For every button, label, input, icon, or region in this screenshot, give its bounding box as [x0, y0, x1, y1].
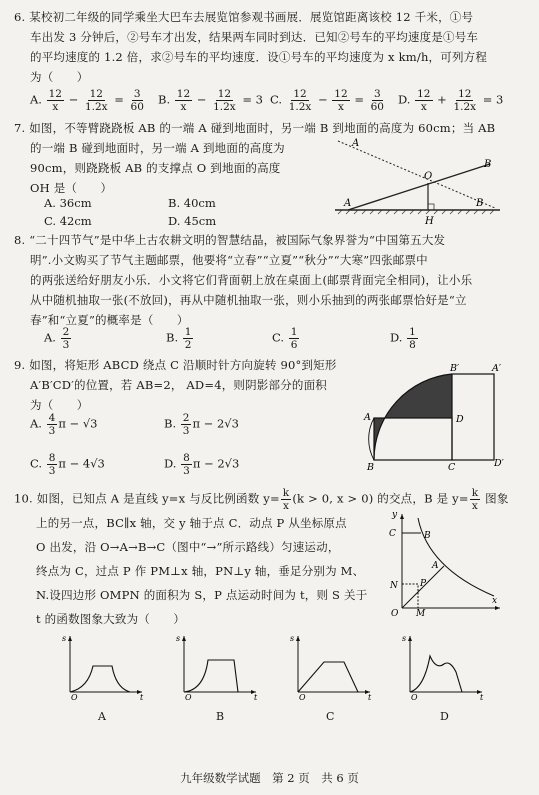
q6-line-1: 6. 某校初二年级的同学乘坐大巴车去展览馆参观书画展．展览馆距离该校 12 千米，①号	[14, 10, 474, 24]
rectangle-ompn	[402, 584, 418, 608]
q7-line-4: OH 是（ ）	[30, 181, 113, 195]
q6-line-2: 车出发 3 分钟后，②号车才出发，结果两车同时到达．已知②号车的平均速度是①号车	[30, 30, 479, 44]
graph-c-caption: C	[326, 710, 335, 723]
q8-line-1: 8. “二十四节气”是中华上古农耕文明的智慧结晶，被国际气象界誉为“中国第五大发	[14, 233, 446, 247]
svg-text:s: s	[402, 634, 407, 643]
q6-option-d: D. $\frac{12}{x}$ + $\frac{12}{1.2x}$ = 3	[398, 88, 504, 113]
coordinate-figure	[384, 508, 504, 616]
q8-line-4: 从中随机抽取一张(不放回)，再从中随机抽取一张，则小乐抽到的两张邮票恰好是“立	[30, 293, 467, 307]
q10-line-5: N.设四边形 OMPN 的面积为 S，P 点运动时间为 t，则 S 关于	[36, 588, 368, 602]
label-b: B	[476, 198, 484, 209]
svg-text:t: t	[140, 693, 144, 700]
q7-option-a: A. 36cm	[44, 196, 92, 210]
svg-text:t: t	[368, 693, 372, 700]
graph-d-curve	[410, 656, 462, 692]
svg-text:s: s	[62, 634, 67, 643]
label-c: C	[448, 462, 456, 473]
graph-b-caption: B	[216, 710, 225, 723]
rotation-figure	[362, 362, 512, 474]
q9-option-c: C. $\frac{8}{3}$ π − 4√3	[30, 452, 105, 477]
q8-line-2: 明”.小文购买了节气主题邮票，他要将“立春”“立夏”“秋分”“大寒”四张邮票中	[30, 253, 428, 267]
graph-c	[288, 632, 373, 700]
label-b: B	[424, 531, 431, 541]
seesaw-figure	[330, 134, 510, 226]
label-a: A	[432, 561, 439, 571]
q9-option-a: A. $\frac{4}{3}$ π − √3	[30, 412, 98, 437]
q7-line-1: 7. 如图，不等臂跷跷板 AB 的一端 A 碰到地面时，另一端 B 到地面的高度为 60cm；当 AB	[14, 121, 496, 135]
q9-line-1: 9. 如图，将矩形 ABCD 绕点 C 沿顺时针方向旋转 90°到矩形	[14, 358, 337, 372]
graph-b-curve	[184, 660, 238, 692]
label-d: D	[456, 414, 464, 425]
svg-text:s: s	[290, 634, 295, 643]
q9-line-3: 为（ ）	[30, 398, 89, 412]
label-c: C	[389, 529, 396, 539]
q10-line-2: 上的另一点，BC∥x 轴，交 y 轴于点 C．动点 P 从坐标原点	[36, 516, 347, 530]
svg-text:O: O	[71, 693, 78, 700]
label-a-prime: A′	[492, 363, 502, 374]
svg-text:s: s	[176, 634, 181, 643]
label-b-prime: B′	[450, 363, 460, 374]
graph-a-caption: A	[98, 710, 106, 723]
svg-text:t: t	[254, 693, 258, 700]
q7-option-d: D. 45cm	[168, 214, 217, 228]
rectangle-abcd	[374, 418, 452, 460]
svg-text:O: O	[299, 693, 306, 700]
q6-option-a: A. $\frac{12}{x}$ − $\frac{12}{1.2x}$ = $\frac{3}{60}$	[30, 88, 144, 113]
hyperbola-curve	[418, 518, 494, 596]
label-d-prime: D′	[494, 458, 504, 469]
q6-option-c: C. $\frac{12}{1.2x}$ − $\frac{12}{x}$ = $\frac{3}{60}$	[270, 88, 384, 113]
label-m: M	[416, 609, 426, 616]
graph-a-curve	[70, 666, 130, 692]
q10-line-4: 终点为 C，过点 P 作 PM⊥x 轴，PN⊥y 轴，垂足分别为 M、	[36, 564, 365, 578]
label-o: O	[424, 171, 433, 182]
label-y: y	[392, 510, 398, 520]
q8-option-b: B. $\frac{1}{2}$	[166, 326, 192, 351]
svg-text:O: O	[411, 693, 418, 700]
label-n: N	[390, 581, 398, 591]
q9-option-d: D. $\frac{8}{3}$ π − 2√3	[164, 452, 240, 477]
graph-d-caption: D	[440, 710, 449, 723]
q10-line-1: 10. 如图，已知点 A 是直线 y=x 与反比例函数 y= $\frac{k}{x}$ (k > 0, x > 0) 的交点，B 是 y= $\frac{k}{x}$ 图象	[14, 487, 509, 512]
graph-c-curve	[298, 662, 358, 692]
seesaw-dashed-line	[338, 141, 495, 208]
q7-option-b: B. 40cm	[168, 196, 216, 210]
arc-inner	[369, 418, 374, 460]
label-a-top: A	[352, 138, 360, 149]
q6-line-3: 的平均速度的 1.2 倍，求②号车的平均速度．设①号车的平均速度为 x km/h，可列方程	[30, 50, 488, 64]
q10-line-6: t 的函数图象大致为（ ）	[36, 612, 186, 626]
label-b-top: B	[484, 159, 492, 170]
seesaw-board	[348, 164, 490, 210]
q9-line-2: A′B′CD′的位置，若 AB=2， AD=4，则阴影部分的面积	[30, 378, 328, 392]
q8-option-a: A. $\frac{2}{3}$	[44, 326, 70, 351]
label-a: A	[364, 412, 371, 423]
q7-line-2: 的一端 B 碰到地面时，另一端 A 到地面的高度为	[30, 141, 285, 155]
label-o: O	[391, 609, 399, 616]
graph-d	[400, 632, 485, 700]
x-axis-arrow	[495, 606, 500, 610]
label-a: A	[344, 198, 352, 209]
svg-text:t: t	[480, 693, 484, 700]
graph-b	[174, 632, 259, 700]
label-p: P	[420, 579, 427, 589]
q7-line-3: 90cm，则跷跷板 AB 的支撑点 O 到地面的高度	[30, 161, 281, 175]
page-footer: 九年级数学试题 第 2 页 共 6 页	[180, 771, 359, 785]
q8-line-5: 春”和“立夏”的概率是（ ）	[30, 313, 189, 327]
q7-option-c: C. 42cm	[44, 214, 92, 228]
q9-option-b: B. $\frac{2}{3}$ π − 2√3	[164, 412, 239, 437]
graph-a	[60, 632, 145, 700]
y-axis-arrow	[400, 514, 404, 519]
q8-option-d: D. $\frac{1}{8}$	[390, 326, 416, 351]
right-angle-mark	[428, 204, 434, 210]
q10-line-3: O 出发，沿 O→A→B→C（图中“→”所示路线）匀速运动，	[36, 540, 340, 554]
label-b: B	[367, 462, 374, 473]
label-x: x	[492, 596, 498, 606]
q8-line-3: 的两张送给好朋友小乐．小文将它们背面朝上放在桌面上(邮票背面完全相同)，让小乐	[30, 273, 473, 287]
svg-text:O: O	[185, 693, 192, 700]
q8-option-c: C. $\frac{1}{6}$	[272, 326, 298, 351]
label-h: H	[425, 216, 434, 226]
q6-option-b: B. $\frac{12}{x}$ − $\frac{12}{1.2x}$ = 3	[158, 88, 263, 113]
q6-line-4: 为（ ）	[30, 70, 89, 84]
